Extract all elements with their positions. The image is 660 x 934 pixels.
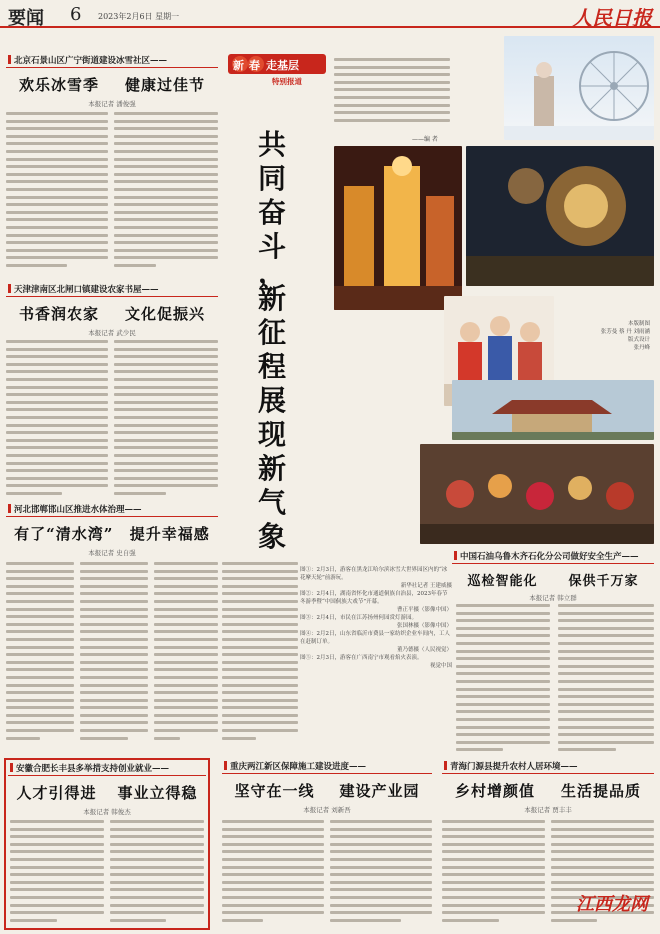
caption-1: 图①：2月3日，游客在黑龙江哈尔滨冰雪大世界园区内的“冰花摩天轮”前游玩。 <box>300 567 448 581</box>
title-char: 象 <box>257 520 286 553</box>
article-body-text <box>6 562 74 752</box>
watermark: 江西龙网 <box>576 894 648 915</box>
photo-ice-sculpture <box>334 146 462 310</box>
article-body-text <box>330 820 432 928</box>
newspaper-logo: 人民日报 <box>572 6 652 30</box>
caption-1-credit: 新华社记者 王建威摄 <box>400 583 452 589</box>
captions <box>300 566 452 670</box>
credits-block <box>560 320 650 352</box>
article-body-text <box>6 112 108 282</box>
caption-3-credit: 张国林摄（影像中国） <box>396 623 452 629</box>
article-kicker: 河北邯郸邯山区推进水体治理—— <box>6 503 218 517</box>
photo-ferris-wheel <box>504 36 654 140</box>
article-byline: 本报记者 武少民 <box>88 329 136 337</box>
title-char: 新 <box>257 452 286 485</box>
title-char: 征 <box>257 316 286 349</box>
caption-2: 图②：2月4日，湖南省怀化市通道侗族自治县，2023年春节冬游季暨“中国侗族大戏节”开幕。 <box>300 591 448 605</box>
article-body-text <box>154 562 218 752</box>
article-tianjin <box>6 283 218 337</box>
article-kicker: 青海门源县提升农村人居环境—— <box>442 760 654 774</box>
credits-editor-label: 版式设计 <box>627 337 650 343</box>
title-char: 展 <box>257 384 286 417</box>
article-headline: 事业立得稳 <box>117 784 198 802</box>
caption-3: 图③：2月4日，市民在江苏扬州何园赏灯游园。 <box>300 615 418 621</box>
article-headline: 提升幸福感 <box>129 525 210 543</box>
article-handan <box>6 503 218 557</box>
article-headline: 坚守在一线 <box>234 782 315 800</box>
badge-title-b: 春 <box>249 59 260 72</box>
issue-date: 2023年2月6日 星期一 <box>98 12 180 21</box>
page-number: 6 <box>70 4 82 25</box>
article-chongqing <box>222 760 432 928</box>
main-title <box>254 128 290 554</box>
article-kicker: 天津津南区北闸口镇建设农家书屋—— <box>6 283 218 297</box>
badge-title-c: 走基层 <box>266 59 299 72</box>
article-byline: 本报记者 潘俊强 <box>88 100 136 108</box>
article-headline: 建设产业园 <box>339 782 420 800</box>
article-body-text <box>558 604 654 756</box>
article-body-text <box>114 112 218 282</box>
article-kicker: 中国石油乌鲁木齐石化分公司做好安全生产—— <box>452 550 654 564</box>
article-headline: 健康过佳节 <box>124 76 205 94</box>
caption-5-credit: 视觉中国 <box>429 663 452 669</box>
article-body-text <box>442 820 545 928</box>
article-hefei <box>4 758 210 930</box>
article-headline: 有了“清水湾” <box>14 525 114 543</box>
article-beijing <box>6 54 218 108</box>
article-kicker: 北京石景山区广宁街道建设冰雪社区—— <box>6 54 218 68</box>
article-headline: 巡检智能化 <box>467 574 538 589</box>
credits-design-label: 本版制图 <box>627 321 650 327</box>
photo-fireworks <box>466 146 654 286</box>
article-byline: 本报记者 史自强 <box>88 549 136 557</box>
title-char: ， <box>257 256 286 289</box>
badge-subtitle: 特别报道 <box>272 77 302 86</box>
title-char: 现 <box>257 418 286 451</box>
article-kicker: 安徽合肥长丰县多举措支持创业就业—— <box>8 762 206 776</box>
feature-badge <box>228 54 326 88</box>
article-headline: 文化促振兴 <box>124 305 205 323</box>
article-body-text <box>6 340 108 500</box>
credits-designers: 张芳曼 蔡 丹 刘雨涵 <box>600 329 650 335</box>
title-char: 奋 <box>257 196 286 229</box>
title-char: 共 <box>257 128 286 161</box>
article-urumqi <box>452 550 654 602</box>
article-headline: 人才引得进 <box>16 784 97 802</box>
photo-pavilion <box>452 380 654 440</box>
caption-2-credit: 曹正平摄（影像中国） <box>396 607 452 613</box>
article-body-text <box>10 820 104 928</box>
article-body-text <box>80 562 148 752</box>
caption-4-credit: 董乃德摄（人民视觉） <box>396 647 452 653</box>
masthead <box>0 0 660 28</box>
credits-editor-name: 张丹峰 <box>633 345 650 351</box>
title-char: 同 <box>257 162 286 195</box>
article-body-text <box>110 820 204 928</box>
article-kicker: 重庆两江新区保障施工建设进度—— <box>222 760 432 774</box>
title-char: 斗 <box>257 230 286 263</box>
photo-textile <box>420 444 654 544</box>
article-headline: 欢乐冰雪季 <box>18 76 99 94</box>
article-body-text <box>222 562 298 752</box>
article-body-text <box>222 820 324 928</box>
badge-title-a: 新 <box>233 59 244 72</box>
article-headline: 保供千万家 <box>568 574 639 589</box>
article-byline: 本报记者 贾丰丰 <box>524 806 572 814</box>
caption-4: 图④：2月2日，山东省临沂市费县一家纺织企业车间内，工人在赶制订单。 <box>300 631 451 645</box>
article-byline: 本报记者 刘新吾 <box>303 806 351 814</box>
title-char: 新 <box>257 282 286 315</box>
article-byline: 本报记者 韩俊杰 <box>83 808 131 816</box>
article-body-text <box>456 604 550 756</box>
title-char: 程 <box>257 350 286 383</box>
editor-note-text <box>334 58 450 130</box>
editor-signature: ——编 者 <box>412 136 438 143</box>
article-body-text <box>114 340 218 500</box>
article-headline: 乡村增颜值 <box>454 782 535 800</box>
article-byline: 本报记者 韩立群 <box>529 594 577 602</box>
article-headline: 生活提品质 <box>560 782 641 800</box>
article-headline: 书香润农家 <box>18 305 99 323</box>
title-char: 气 <box>257 486 286 519</box>
section-name: 要闻 <box>8 8 44 29</box>
caption-5: 图⑤：2月3日，游客在广西南宁市观看焰火表演。 <box>300 655 423 661</box>
